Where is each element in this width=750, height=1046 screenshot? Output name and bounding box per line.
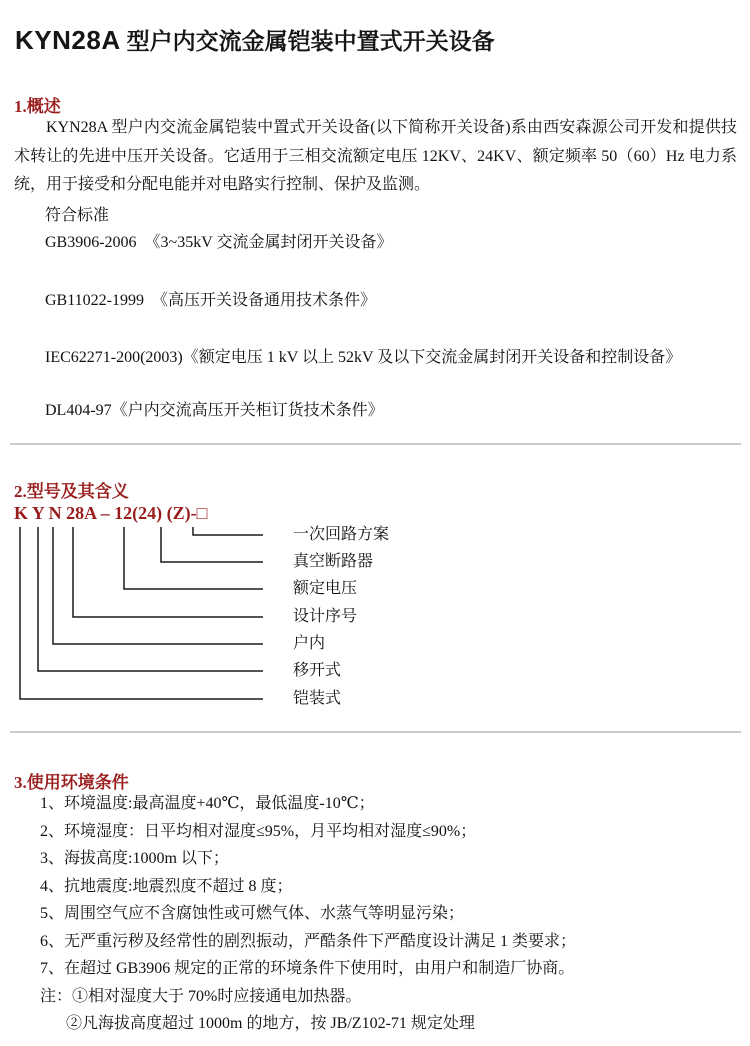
section3-heading: 3.使用环境条件 <box>14 773 129 792</box>
condition-item-1: 1、环境温度:最高温度+40℃，最低温度-10℃； <box>40 795 375 812</box>
title-text: 型户内交流金属铠装中置式开关设备 <box>126 28 495 54</box>
condition-item-7: 7、在超过 GB3906 规定的正常的环境条件下使用时，由用户和制造厂协商。 <box>40 960 575 977</box>
standard-item-gb3906: GB3906-2006 《3~35kV 交流金属封闭开关设备》 <box>45 234 393 251</box>
diagram-label-vacuum-breaker: 真空断路器 <box>293 553 374 570</box>
diagram-label-withdrawable: 移开式 <box>293 662 342 679</box>
diagram-label-rated-voltage: 额定电压 <box>293 580 358 597</box>
condition-note-2: ②凡海拔高度超过 1000m 的地方，按 JB/Z102-71 规定处理 <box>66 1015 475 1032</box>
diagram-label-indoor: 户内 <box>293 635 326 652</box>
condition-item-6: 6、无严重污秽及经常性的剧烈振动，严酷条件下严酷度设计满足 1 类要求； <box>40 932 577 950</box>
standard-item-gb11022: GB11022-1999 《高压开关设备通用技术条件》 <box>45 292 376 309</box>
conditions-list <box>40 790 740 1038</box>
standard-item-iec62271: IEC62271-200(2003)《额定电压 1 kV 以上 52kV 及以下交流金属封闭开关设备和控制设备》 <box>45 349 682 366</box>
page-title <box>15 20 495 57</box>
section2-heading: 2.型号及其含义 <box>14 482 129 501</box>
condition-note-1: 注：①相对湿度大于 70%时应接通电加热器。 <box>40 987 362 1005</box>
diagram-label-armored: 铠装式 <box>293 690 342 707</box>
condition-item-3: 3、海拔高度:1000m 以下； <box>40 850 229 867</box>
model-code-formula: K Y N 28A – 12(24) (Z)-□ <box>14 503 208 523</box>
model-diagram-lines <box>0 527 280 712</box>
diagram-label-primary-circuit: 一次回路方案 <box>293 526 390 543</box>
condition-item-4: 4、抗地震度:地震烈度不超过 8 度； <box>40 877 293 895</box>
overview-paragraph: KYN28A 型户内交流金属铠装中置式开关设备(以下简称开关设备)系由西安森源公司开发和提供技术转让的先进中压开关设备。它适用于三相交流额定电压 12KV、24KV、额定频率 50（60）Hz 电力系统，用于接受和分配电能并对电路实行控制、保护及监测。 <box>14 119 737 193</box>
condition-item-2: 2、环境湿度：日平均相对湿度≤95%，月平均相对湿度≤90%； <box>40 822 477 840</box>
diagram-label-design-serial: 设计序号 <box>293 608 358 625</box>
standards-intro: 符合标准 <box>45 207 110 224</box>
section-divider-top <box>10 443 741 445</box>
section1-heading: 1.概述 <box>14 97 61 116</box>
standard-item-dl404: DL404-97《户内交流高压开关柜订货技术条件》 <box>45 402 384 419</box>
condition-item-5: 5、周围空气应不含腐蚀性或可燃气体、水蒸气等明显污染； <box>40 905 465 922</box>
section-divider-bottom <box>10 731 741 733</box>
title-model-code: KYN28A <box>15 25 121 55</box>
